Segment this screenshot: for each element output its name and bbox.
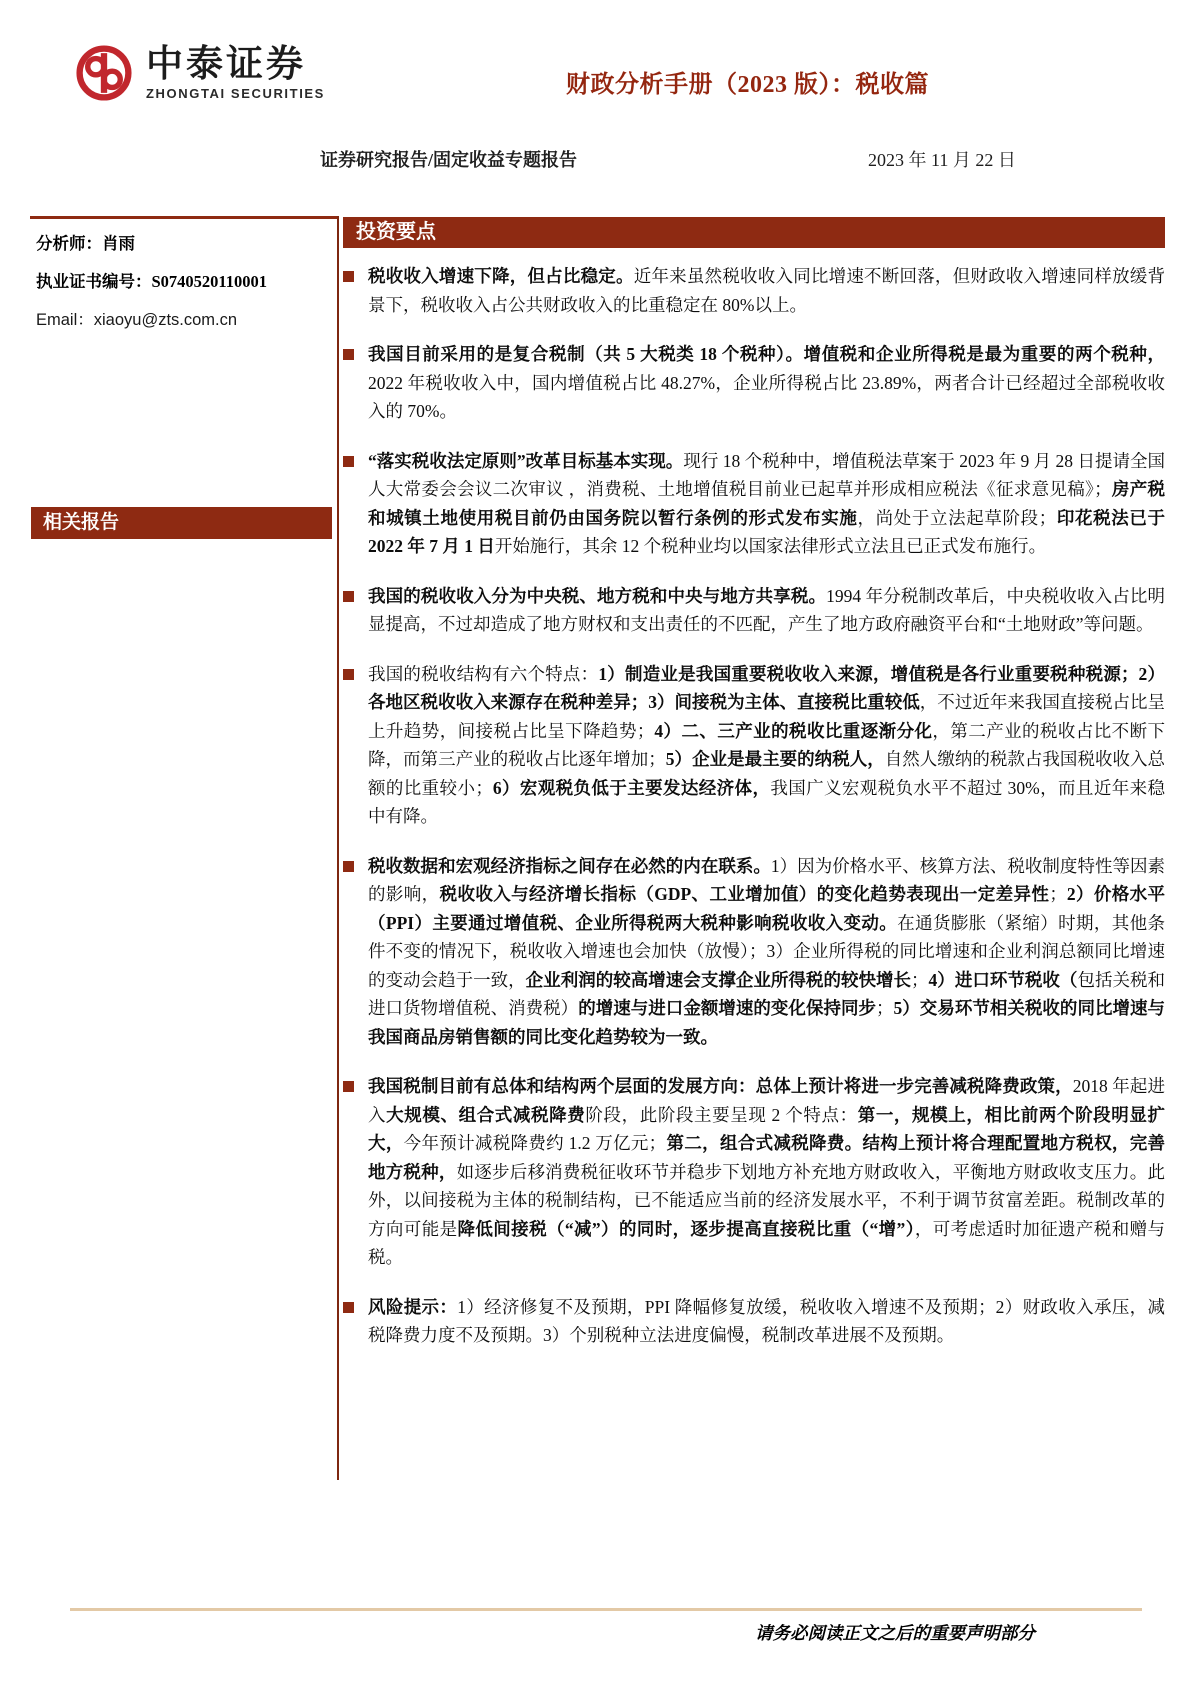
brand-logo	[76, 42, 325, 109]
bullet-text: 税收数据和宏观经济指标之间存在必然的内在联系。1）因为价格水平、核算方法、税收制度特性等因素的影响，税收收入与经济增长指标（GDP、工业增加值）的变化趋势表现出一定差异性；2）价格水平（PPI）主要通过增值税、企业所得税两大税种影响税收收入变动。在通货膨胀（紧缩）时期，其他条件不变的情况下，税收收入增速也会加快（放慢）；3）企业所得税的同比增速和企业利润总额同比增速的变动会趋于一致，企业利润的较高增速会支撑企业所得税的较快增长；4）进口环节税收（包括关税和进口货物增值税、消费税）的增速与进口金额增速的变化保持同步；5）交易环节相关税收的同比增速与我国商品房销售额的同比变化趋势较为一致。	[368, 855, 1166, 1047]
bullet-square-icon	[343, 861, 354, 872]
analyst-email[interactable]: Email：xiaoyu@zts.com.cn	[36, 311, 238, 329]
bullet-text: 我国的税收收入分为中央税、地方税和中央与地方共享税。1994 年分税制改革后，中央税收收入占比明显提高，不过却造成了地方财权和支出责任的不匹配，产生了地方政府融资平台和“土地财政”等问题。	[368, 585, 1166, 634]
analyst-info	[36, 230, 316, 344]
bullet-square-icon	[343, 349, 354, 360]
bullet-text: 风险提示：1）经济修复不及预期，PPI 降幅修复放缓，税收收入增速不及预期；2）财政收入承压，减税降费力度不及预期。3）个别税种立法进度偏慢，税制改革进展不及预期。	[368, 1296, 1166, 1345]
bullet-square-icon	[343, 669, 354, 680]
brand-name-cn: 中泰证券	[146, 43, 306, 84]
sidebar-top-rule	[30, 216, 338, 219]
bullet-text: 税收收入增速下降，但占比稳定。近年来虽然税收收入同比增速不断回落，但财政收入增速同样放缓背景下，税收收入占公共财政收入的比重稳定在 80%以上。	[368, 266, 1166, 315]
vertical-divider	[337, 216, 339, 1480]
report-category: 证券研究报告/固定收益专题报告	[320, 150, 577, 170]
bullet-text: “落实税收法定原则”改革目标基本实现。现行 18 个税种中，增值税法草案于 2023 年 9 月 28 日提请全国人大常委会会议二次审议 ，消费税、土地增值税目前业已起草并形成相应税法《征求意见稿》；房产税和城镇土地使用税目前仍由国务院以暂行条例的形式发布实施，尚处于立法起草阶段；印花税法已于 2022 年 7 月 1 日开始施行，其余 12 个税种业均以国家法律形式立法且已正式发布施行。	[368, 450, 1166, 556]
bullet-item	[343, 852, 1165, 1052]
bullet-square-icon	[343, 591, 354, 602]
bullet-item	[343, 660, 1165, 831]
bullet-item	[343, 340, 1165, 426]
section-title-investment-highlights: 投资要点	[343, 217, 1165, 248]
bullet-text: 我国税制目前有总体和结构两个层面的发展方向：总体上预计将进一步完善减税降费政策，2018 年起进入大规模、组合式减税降费阶段，此阶段主要呈现 2 个特点：第一，规模上，相比前两个阶段明显扩大，今年预计减税降费约 1.2 万亿元；第二，组合式减税降费。结构上预计将合理配置地方税权，完善地方税种，如逐步后移消费税征收环节并稳步下划地方补充地方财政收入，平衡地方财政收支压力。此外，以间接税为主体的税制结构，已不能适应当前的经济发展水平，不利于调节贫富差距。税制改革的方向可能是降低间接税（“减”）的同时，逐步提高直接税比重（“增”），可考虑适时加征遗产税和赠与税。	[368, 1076, 1166, 1267]
bullet-list	[343, 262, 1165, 1371]
analyst-name: 分析师：肖雨	[36, 234, 135, 253]
bullet-text: 我国的税收结构有六个特点：1）制造业是我国重要税收收入来源，增值税是各行业重要税种税源；2）各地区税收收入来源存在税种差异；3）间接税为主体、直接税比重较低，不过近年来我国直接税占比呈上升趋势，间接税占比呈下降趋势；4）二、三产业的税收比重逐渐分化，第二产业的税收占比不断下降，而第三产业的税收占比逐年增加；5）企业是最主要的纳税人，自然人缴纳的税款占我国税收收入总额的比重较小；6）宏观税负低于主要发达经济体，我国广义宏观税负水平不超过 30%，而且近年来稳中有降。	[368, 663, 1166, 826]
bullet-item	[343, 582, 1165, 639]
bullet-item	[343, 1293, 1165, 1350]
bullet-square-icon	[343, 1081, 354, 1092]
bullet-square-icon	[343, 1302, 354, 1313]
bullet-square-icon	[343, 271, 354, 282]
bullet-text: 我国目前采用的是复合税制（共 5 大税类 18 个税种）。增值税和企业所得税是最为重要的两个税种，2022 年税收收入中，国内增值税占比 48.27%，企业所得税占比 23.89%，两者合计已经超过全部税收收入的 70%。	[368, 344, 1165, 421]
bullet-item	[343, 262, 1165, 319]
bullet-item	[343, 1072, 1165, 1272]
related-reports-header: 相关报告	[31, 507, 332, 539]
brand-name-en: ZHONGTAI SECURITIES	[146, 86, 325, 101]
report-date: 2023 年 11 月 22 日	[868, 150, 1016, 170]
footer-disclaimer: 请务必阅读正文之后的重要声明部分	[755, 1623, 1035, 1643]
report-title: 财政分析手册（2023 版）：税收篇	[566, 72, 929, 98]
bullet-square-icon	[343, 456, 354, 467]
analyst-license: 执业证书编号：S0740520110001	[36, 272, 268, 291]
footer-rule	[70, 1608, 1142, 1611]
bullet-item	[343, 447, 1165, 561]
zhongtai-logo-icon	[76, 42, 146, 109]
